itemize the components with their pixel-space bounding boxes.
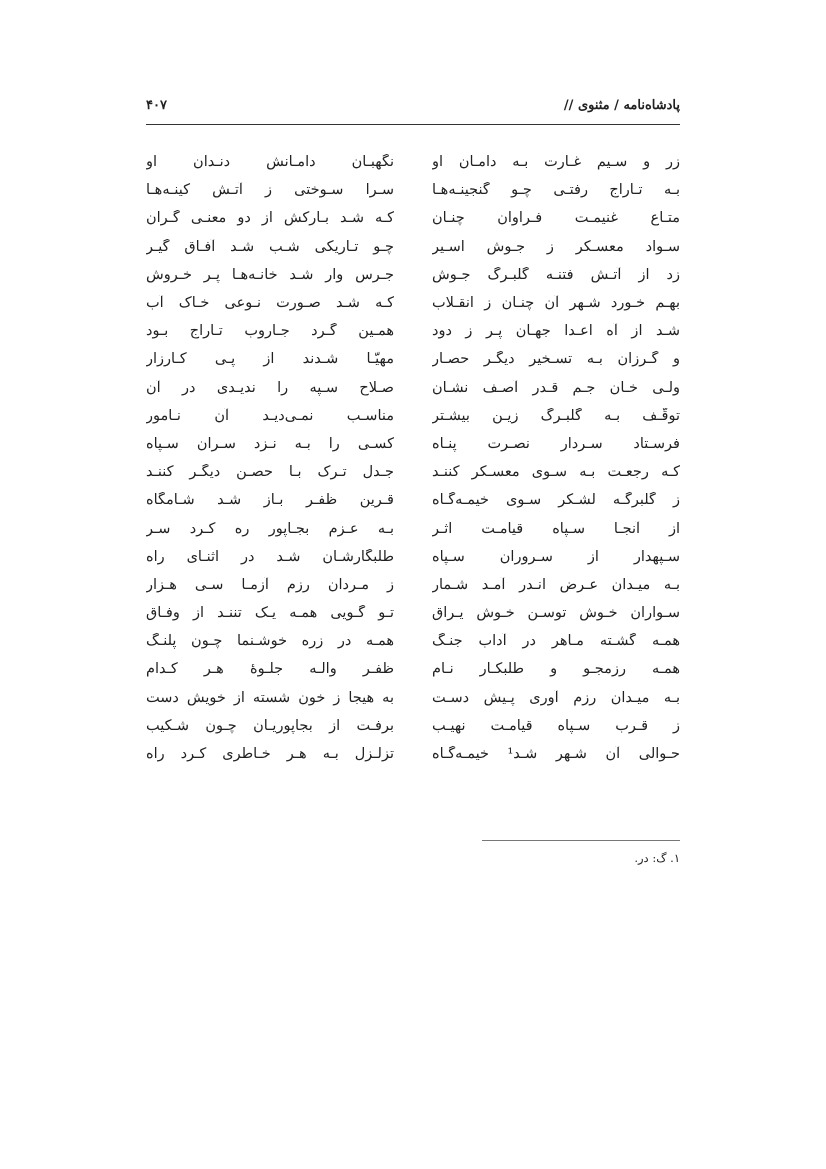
- couplet: [146, 148, 680, 176]
- hemistich-second: بـه عـزم بجـاپور ره کـرد سـر: [146, 520, 394, 537]
- hemistich-second: سـرا سـوختی ز آتـش کینـه‌هـا: [146, 182, 394, 199]
- hemistich-first: و گـرزان بـه تسـخیر دیگـر حصـار: [432, 351, 680, 368]
- couplet: [146, 402, 680, 430]
- hemistich-second: جـرس وار شـد خانـه‌هـا پـر خـروش: [146, 266, 394, 283]
- footnote-rule: [482, 840, 680, 841]
- couplet: [146, 374, 680, 402]
- hemistich-second: کـه شـد بـارکش از دو معنـی گـران: [146, 210, 394, 227]
- hemistich-first: شـد از آه اعـدا جهـان پـر ز دود: [432, 323, 680, 340]
- hemistich-second: ظفـر والـه جلـوهٔ هـر کـدام: [146, 661, 394, 678]
- couplet: [146, 514, 680, 542]
- hemistich-second: نگهبـان دامـانش دنـدان او: [146, 154, 394, 171]
- hemistich-first: ز گلبرگـه لشـکر سـوی خیمـه‌گـاه: [432, 492, 680, 509]
- hemistich-second: تزلـزل بـه هـر خـاطری کـرد راه: [146, 746, 394, 763]
- hemistich-first: ولـی خـان جـم قـدر آصـف نشـان: [432, 379, 680, 396]
- hemistich-first: حـوالی آن شـهر شـد¹ خیمـه‌گـاه: [432, 746, 680, 763]
- hemistich-second: برفـت از بجاپوریـان چـون شـکیب: [146, 717, 394, 734]
- hemistich-second: طلبگارشـان شـد در اثنـای راه: [146, 548, 394, 565]
- couplet: [146, 458, 680, 486]
- couplet: [146, 430, 680, 458]
- hemistich-first: توقّـف بـه گلبـرگ زیـن بیشـتر: [432, 407, 680, 424]
- couplet: [146, 627, 680, 655]
- hemistich-first: همـه گشـته مـاهر در آداب جنـگ: [432, 633, 680, 650]
- couplet: [146, 345, 680, 373]
- couplet: [146, 571, 680, 599]
- couplet: [146, 599, 680, 627]
- hemistich-second: تـو گـویی همـه یـک تننـد از وفـاق: [146, 605, 394, 622]
- hemistich-first: بـه میـدان رزم آوری پـیش دسـت: [432, 689, 680, 706]
- hemistich-second: همـین گـرد جـاروب تـاراج بـود: [146, 323, 394, 340]
- hemistich-second: جـدل تـرک بـا حصـن دیگـر کننـد: [146, 464, 394, 481]
- hemistich-first: سـواد معسـکر ز جـوش اسـیر: [432, 238, 680, 255]
- couplet: [146, 289, 680, 317]
- hemistich-first: ز قـرب سـپاه قیامـت نهیـب: [432, 717, 680, 734]
- couplet: [146, 317, 680, 345]
- hemistich-second: ز مـردان رزم آزمـا سـی هـزار: [146, 576, 394, 593]
- header-rule: [146, 124, 680, 125]
- hemistich-second: مهیّـا شـدند از پـی کـارزار: [146, 351, 394, 368]
- hemistich-first: بـه میـدان عـرض انـدر آمـد شـمار: [432, 576, 680, 593]
- hemistich-first: بـه تـاراج رفتـی چـو گنجینـه‌هـا: [432, 182, 680, 199]
- page-number: ۴۰۷: [146, 98, 167, 113]
- couplet: [146, 176, 680, 204]
- couplet: [146, 740, 680, 768]
- couplet: [146, 712, 680, 740]
- hemistich-first: سـواران خـوش توسـن خـوش یـراق: [432, 605, 680, 622]
- hemistich-second: قـرین ظفـر بـاز شـد شـامگاه: [146, 492, 394, 509]
- hemistich-first: متـاع غنیمـت فـراوان چنـان: [432, 210, 680, 227]
- couplet: [146, 204, 680, 232]
- running-title: پادشاه‌نامه / مثنوی //: [563, 98, 680, 113]
- hemistich-second: به هیجا ز خون شسته از خویش دست: [146, 689, 394, 706]
- couplet: [146, 543, 680, 571]
- hemistich-second: کسـی را بـه نـزد سـران سـپاه: [146, 435, 394, 452]
- couplet: [146, 233, 680, 261]
- page-header: [146, 98, 680, 122]
- couplet: [146, 486, 680, 514]
- hemistich-first: زد از آتـش فتنـه گلبـرگ جـوش: [432, 266, 680, 283]
- poem-body: [146, 148, 680, 768]
- hemistich-first: زر و سـیم غـارت بـه دامـان او: [432, 154, 680, 171]
- couplet: [146, 655, 680, 683]
- footnote: ۱. گ: در.: [634, 851, 680, 865]
- hemistich-first: بهـم خـورد شـهر آن چنـان ز انقـلاب: [432, 295, 680, 312]
- hemistich-first: همـه رزمجـو و طلبکـار نـام: [432, 661, 680, 678]
- hemistich-first: از آنجـا سـپاه قیامـت اثـر: [432, 520, 680, 537]
- hemistich-second: کـه شـد صـورت نـوعی خـاک آب: [146, 295, 394, 312]
- hemistich-second: همـه در زره خوشـنما چـون پلنـگ: [146, 633, 394, 650]
- couplet: [146, 684, 680, 712]
- couplet: [146, 261, 680, 289]
- hemistich-first: کـه رجعـت بـه سـوی معسـکر کننـد: [432, 464, 680, 481]
- hemistich-first: فرسـتاد سـردار نصـرت پنـاه: [432, 435, 680, 452]
- hemistich-second: مناسـب نمـی‌دیـد آن نـامور: [146, 407, 394, 424]
- hemistich-second: صـلاح سـپه را ندیـدی در آن: [146, 379, 394, 396]
- hemistich-second: چـو تـاریکی شـب شـد آفـاق گیـر: [146, 238, 394, 255]
- hemistich-first: سـپهدار از سـروران سـپاه: [432, 548, 680, 565]
